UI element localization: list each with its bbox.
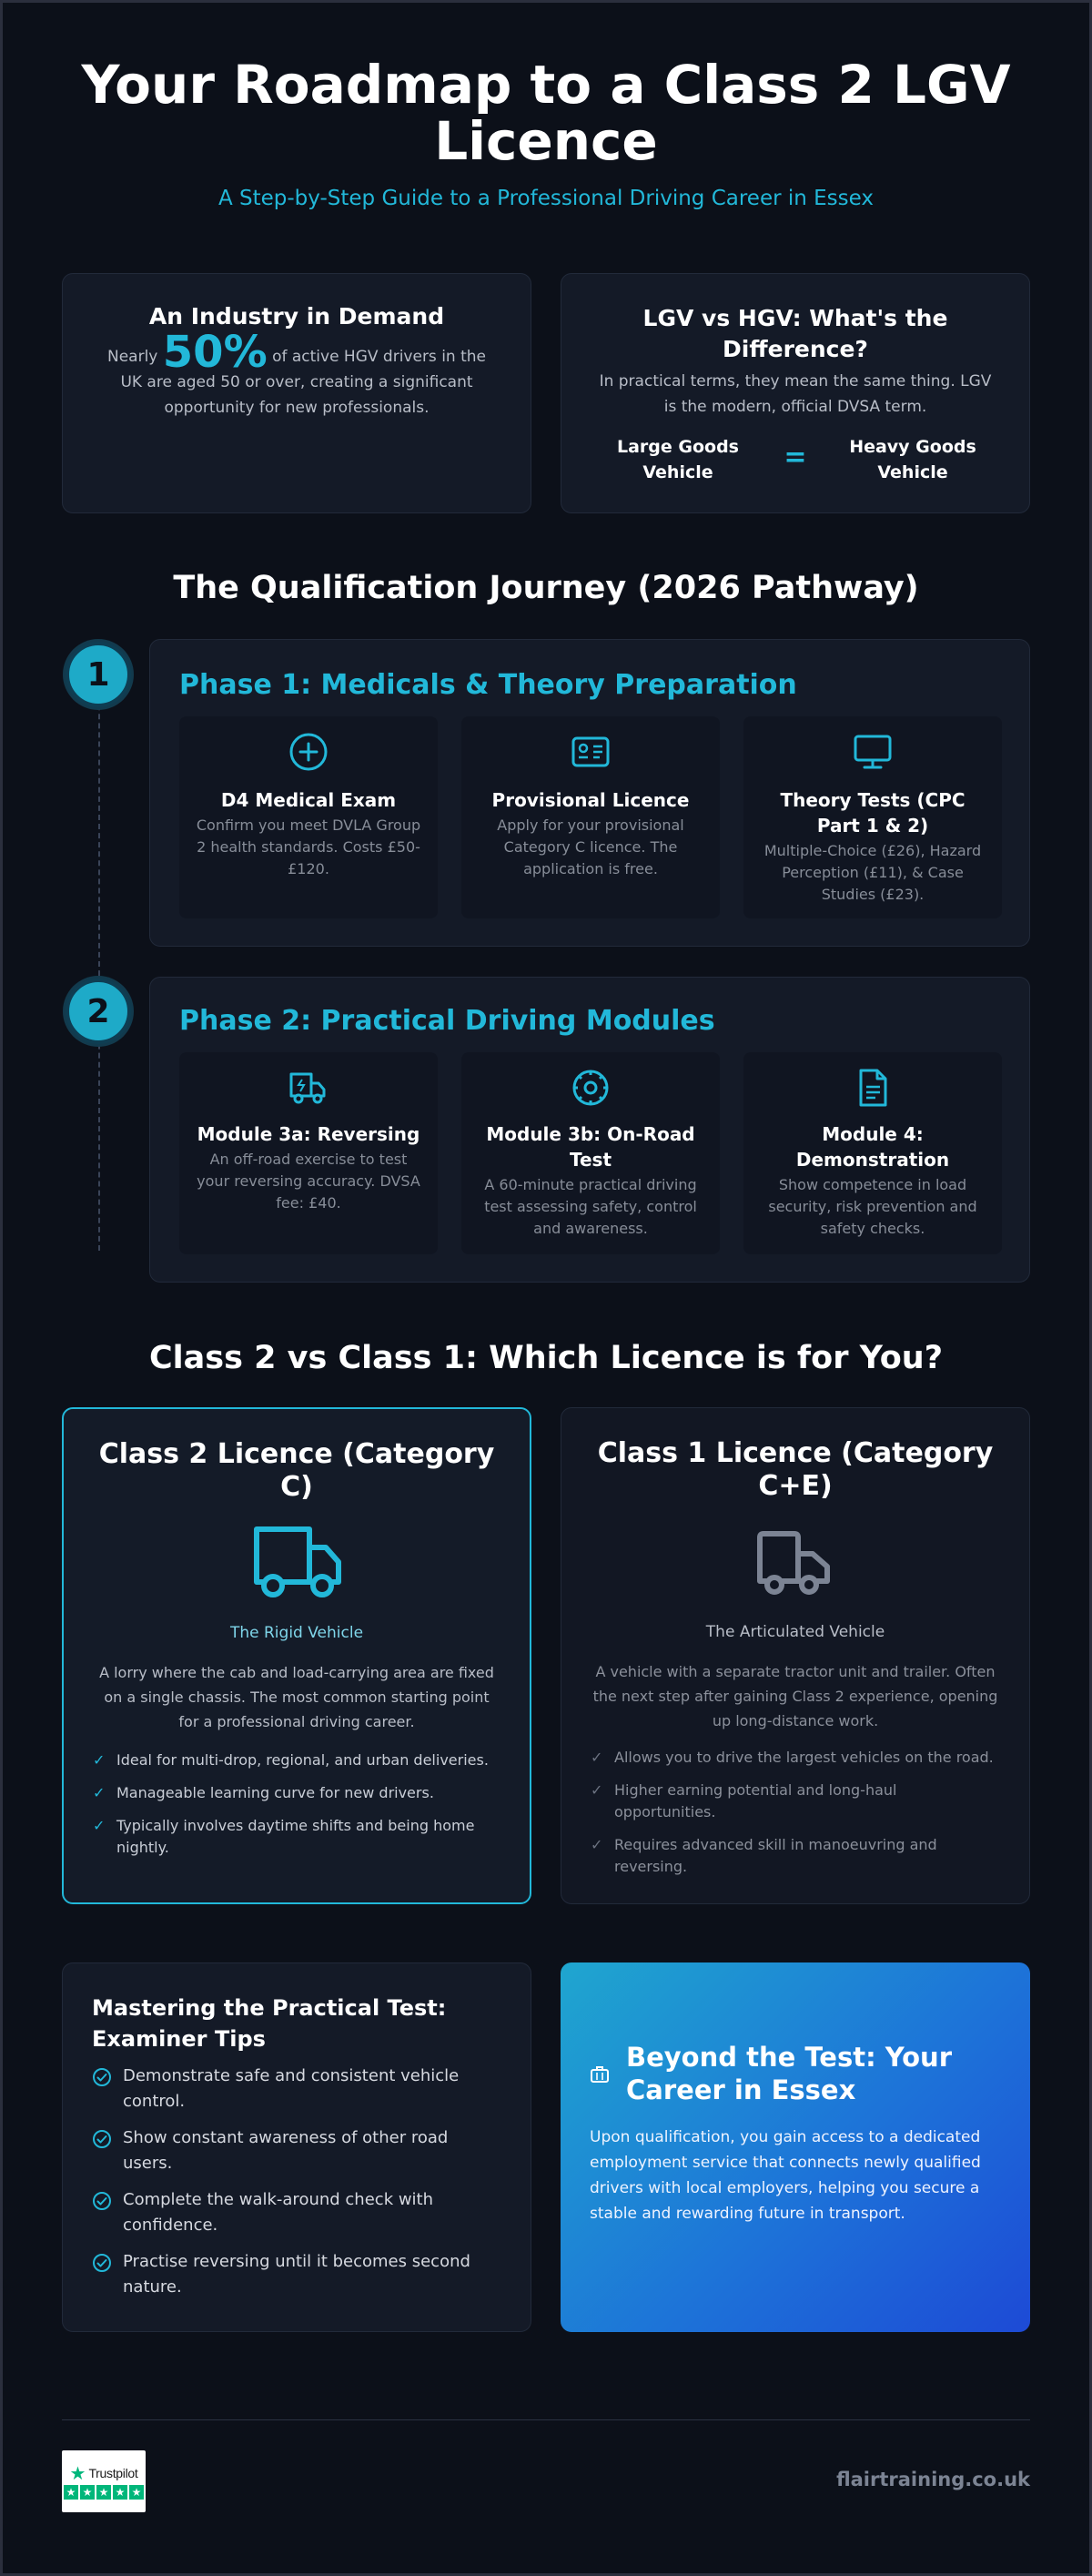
class2-title: Class 2 Licence (Category C) [98,1438,495,1503]
step-provisional-licence [461,716,720,918]
list-item: ✓ Manageable learning curve for new drivers. [93,1782,493,1804]
list-item: ✓ Allows you to drive the largest vehicles on the road. [591,1747,996,1769]
briefcase-icon [590,2064,610,2084]
check-icon: ✓ [93,1751,106,1769]
phase-2-number: 2 [66,979,131,1044]
class2-desc: A lorry where the cab and load-carrying area are fixed on a single chassis. The most common starting point for a professional driving career. [99,1664,494,1730]
step-d4-medical [179,716,438,918]
class1-subtitle: The Articulated Vehicle [705,1623,885,1641]
industry-suffix: of active HGV drivers in the UK are aged 50 or over, creating a significant opportunity for new professionals. [120,348,486,417]
step-desc: Show competence in load security, risk prevention and safety checks. [768,1176,977,1237]
step-theory-tests [743,716,1002,918]
tips-list [92,2064,494,2311]
check-icon: ✓ [591,1836,603,1853]
phase-2-card [149,977,1030,1283]
rating-star-icon: ★ [96,2485,111,2500]
document-icon [852,1067,894,1109]
plus-circle-icon [288,731,329,773]
tip-item: Demonstrate safe and consistent vehicle control. [92,2064,494,2115]
industry-card [62,273,531,513]
id-card-icon [570,731,612,773]
trustpilot-label: Trustpilot [88,2465,138,2480]
list-item: ✓ Typically involves daytime shifts and being home nightly. [93,1817,475,1856]
trustpilot-logo[interactable] [62,2450,146,2512]
step-module-4 [743,1052,1002,1254]
class1-desc: A vehicle with a separate tractor unit and trailer. Often the next step after gaining Class 2 experience, opening up long-distance work. [592,1663,998,1729]
rating-star-icon: ★ [80,2485,95,2500]
phase-1-title: Phase 1: Medicals & Theory Preparation [179,669,797,701]
phase-1-number: 1 [66,642,131,707]
step-desc: Apply for your provisional Category C licence. The application is free. [497,816,684,877]
footer-divider [62,2419,1030,2420]
career-card [561,1962,1030,2332]
step-module-3a [179,1052,438,1254]
tips-title: Mastering the Practical Test: Examiner Tips [92,1995,447,2052]
rating-star-icon: ★ [129,2485,144,2500]
check-circle-icon [92,2067,112,2087]
page-title: Your Roadmap to a Class 2 LGV Licence [81,54,1011,172]
step-title: Module 3a: Reversing [197,1123,420,1145]
step-title: Theory Tests (CPC Part 1 & 2) [780,789,966,837]
tips-card [62,1962,531,2332]
check-icon: ✓ [591,1749,603,1766]
truck-icon [288,1067,329,1109]
equals-sign: = [784,441,807,473]
rigid-truck-icon [253,1524,344,1598]
step-title: Provisional Licence [491,789,690,811]
hgv-term: Heavy Goods Vehicle [849,437,976,482]
site-link[interactable]: flairtraining.co.uk [836,2469,1030,2490]
check-circle-icon [92,2129,112,2149]
list-item: ✓ Ideal for multi-drop, regional, and urban deliveries. [93,1749,493,1771]
industry-prefix: Nearly [106,348,158,366]
page-subtitle: A Step-by-Step Guide to a Professional Driving Career in Essex [217,187,875,210]
step-desc: Confirm you meet DVLA Group 2 health standards. Costs £50-£120. [196,816,421,877]
monitor-icon [852,731,894,773]
articulated-truck-icon [756,1530,838,1597]
check-icon: ✓ [591,1781,603,1799]
lgv-hgv-title: LGV vs HGV: What's the Difference? [642,305,948,362]
industry-card-text [96,327,498,421]
industry-card-title: An Industry in Demand [148,303,445,330]
phase-1-card [149,639,1030,947]
lgv-term: Large Goods Vehicle [616,437,739,482]
step-title: Module 4: Demonstration [795,1123,950,1171]
journey-title: The Qualification Journey (2026 Pathway) [173,570,919,606]
class2-card [62,1407,531,1904]
tip-item: Practise reversing until it becomes second nature. [92,2249,494,2300]
lgv-hgv-card [561,273,1030,513]
trustpilot-star-icon: ★ [69,2461,86,2484]
list-item: ✓ Requires advanced skill in manoeuvring and reversing. [591,1836,937,1875]
step-desc: A 60-minute practical driving test assessing safety, control and awareness. [484,1176,697,1237]
career-title: Beyond the Test: Your Career in Essex [626,2042,952,2105]
trustpilot-rating [64,2485,144,2500]
lgv-hgv-text: In practical terms, they mean the same thing. LGV is the modern, official DVSA term. [599,372,992,416]
tip-item: Complete the walk-around check with confidence. [92,2187,494,2238]
rating-star-icon: ★ [113,2485,127,2500]
step-module-3b [461,1052,720,1254]
list-item: ✓ Higher earning potential and long-haul opportunities. [591,1781,897,1820]
step-desc: Multiple-Choice (£26), Hazard Perception (£11), & Case Studies (£23). [763,842,982,903]
check-circle-icon [92,2253,112,2273]
check-icon: ✓ [93,1784,106,1801]
class2-subtitle: The Rigid Vehicle [229,1624,364,1642]
step-title: Module 3b: On-Road Test [486,1123,695,1171]
class1-points [591,1747,996,1889]
check-icon: ✓ [93,1817,106,1834]
class1-card [561,1407,1030,1904]
step-title: D4 Medical Exam [220,789,397,811]
class2-points [93,1749,493,1870]
tip-item: Show constant awareness of other road users. [92,2125,494,2176]
step-desc: An off-road exercise to test your reversing accuracy. DVSA fee: £40. [197,1151,420,1212]
phase-2-title: Phase 2: Practical Driving Modules [179,1005,715,1037]
industry-stat: 50% [162,327,268,378]
rating-star-icon: ★ [64,2485,78,2500]
steering-wheel-icon [570,1067,612,1109]
career-text: Upon qualification, you gain access to a dedicated employment service that connects newly qualified drivers with local employers, helping you secure a stable and rewarding future in transport. [590,2128,981,2223]
class1-title: Class 1 Licence (Category C+E) [597,1437,994,1502]
timeline-line [98,677,100,1251]
comparison-title: Class 2 vs Class 1: Which Licence is for You? [148,1340,944,1376]
check-circle-icon [92,2191,112,2211]
